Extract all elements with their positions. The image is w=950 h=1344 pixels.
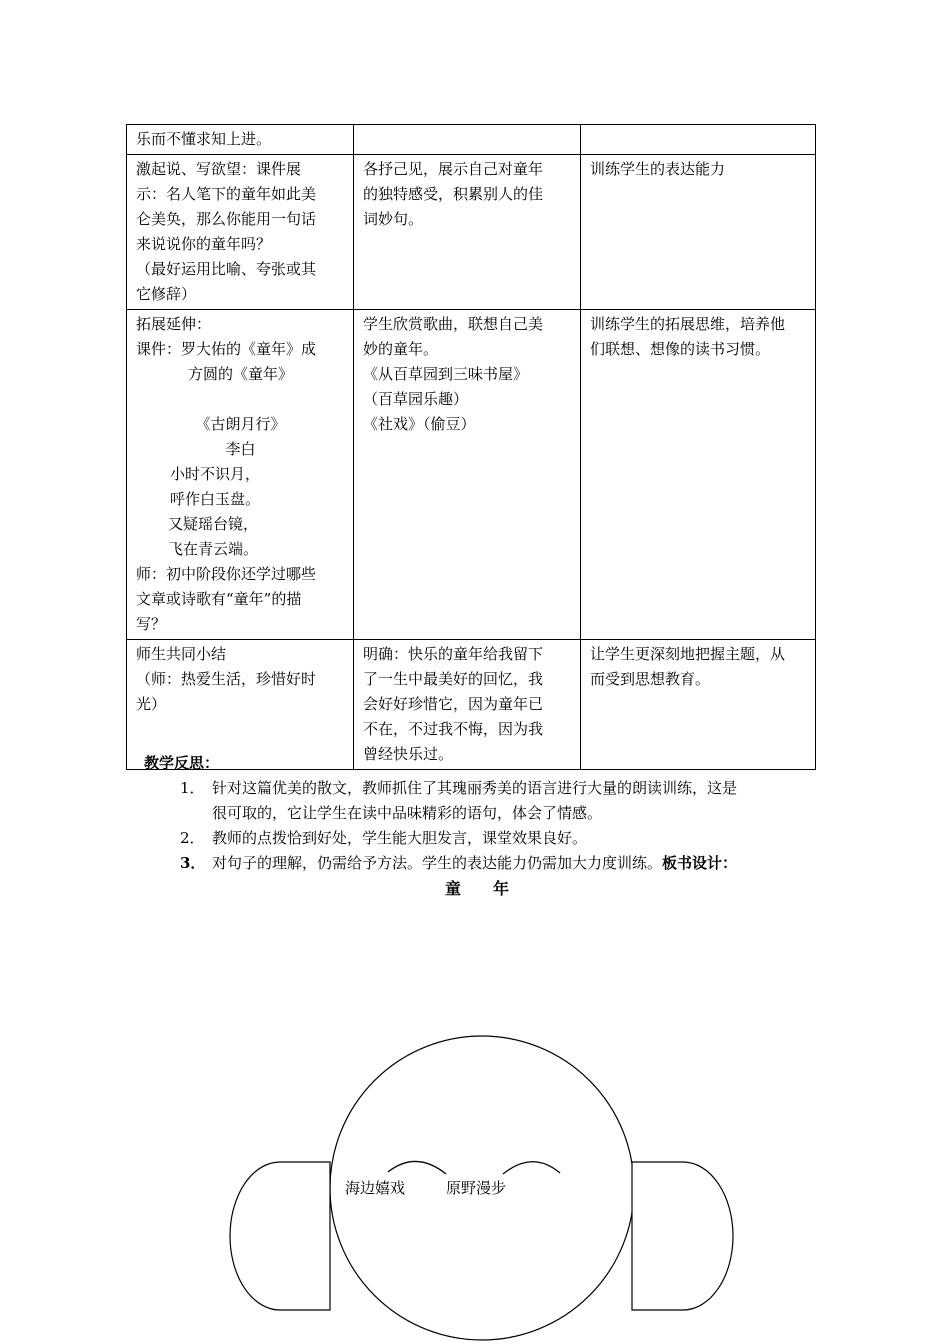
board-title: 童 年 bbox=[445, 879, 510, 898]
cell-line: （百草园乐趣） bbox=[363, 390, 469, 408]
item-text: 对句子的理解，仍需给予方法。学生的表达能力仍需加大力度训练。 bbox=[212, 854, 663, 872]
poem-title: 《古朗月行》 bbox=[195, 415, 286, 433]
cell-line: 们联想、想像的读书习惯。 bbox=[590, 340, 771, 358]
item-text: 教师的点拨恰到好处，学生能大胆发言，课堂效果良好。 bbox=[212, 829, 588, 847]
cell-line: 来说说你的童年吗？ bbox=[136, 235, 272, 253]
poem-line: 呼作白玉盘。 bbox=[170, 490, 261, 508]
board-label-right: 原野漫步 bbox=[446, 1179, 507, 1197]
cell-line: 乐而不懂求知上进。 bbox=[136, 130, 272, 148]
cell-line: 训练学生的表达能力 bbox=[590, 160, 726, 178]
cell-line: 方圆的《童年》 bbox=[187, 365, 293, 383]
poem-line: 又疑瑶台镜， bbox=[168, 515, 259, 533]
cell-line: 它修辞） bbox=[136, 285, 197, 303]
cell-line: 妙的童年。 bbox=[363, 340, 439, 358]
left-ear bbox=[230, 1162, 330, 1310]
item-text: 很可取的，它让学生在读中品味精彩的语句，体会了情感。 bbox=[212, 804, 603, 822]
cell-line: 曾经快乐过。 bbox=[363, 745, 454, 763]
poem-line: 飞在青云端。 bbox=[168, 540, 259, 558]
cell-line: （师：热爱生活，珍惜好时 bbox=[136, 670, 317, 688]
cell-line: 训练学生的拓展思维，培养他 bbox=[590, 315, 786, 333]
cell-line: 示：名人笔下的童年如此美 bbox=[136, 185, 317, 203]
cell-line: 文章或诗歌有“童年”的描 bbox=[136, 590, 302, 608]
cell-line: 《从百草园到三味书屋》 bbox=[363, 365, 529, 383]
reflection-heading: 教学反思： bbox=[144, 754, 220, 772]
right-ear bbox=[632, 1162, 733, 1310]
left-eyebrow bbox=[388, 1161, 446, 1174]
board-label-left: 海边嬉戏 bbox=[345, 1179, 406, 1197]
item-number: 1． bbox=[180, 779, 205, 797]
cell-line: 的独特感受，积累别人的佳 bbox=[363, 185, 544, 203]
cell-line: 明确：快乐的童年给我留下 bbox=[363, 645, 544, 663]
cell-line: 仑美奂，那么你能用一句话 bbox=[136, 210, 317, 228]
cell-line: 光） bbox=[136, 695, 167, 713]
cell-line: 让学生更深刻地把握主题，从 bbox=[590, 645, 786, 663]
cell-line: 会好好珍惜它，因为童年已 bbox=[363, 695, 544, 713]
cell-line: 激起说、写欲望：课件展 bbox=[136, 160, 302, 178]
item-number: 3． bbox=[180, 854, 206, 872]
cell-line: 师生共同小结 bbox=[136, 645, 227, 663]
cell-line: 而受到思想教育。 bbox=[590, 670, 711, 688]
item-number: 2． bbox=[180, 829, 205, 847]
cell-line: 各抒己见，展示自己对童年 bbox=[363, 160, 544, 178]
cell-line: （最好运用比喻、夸张或其 bbox=[136, 260, 317, 278]
right-eyebrow bbox=[503, 1162, 560, 1174]
cell-line: 课件：罗大佑的《童年》成 bbox=[136, 340, 317, 358]
cell-line: 不在，不过我不悔，因为我 bbox=[363, 720, 544, 738]
cell-line: 词妙句。 bbox=[363, 210, 424, 228]
cell-line: 了一生中最美好的回忆，我 bbox=[363, 670, 544, 688]
cell-line: 《社戏》（偷豆） bbox=[363, 415, 476, 433]
cell-line: 师：初中阶段你还学过哪些 bbox=[136, 565, 317, 583]
cell-line: 拓展延伸： bbox=[136, 315, 212, 333]
poem-author: 李白 bbox=[225, 440, 256, 458]
cell-line: 学生欣赏歌曲，联想自己美 bbox=[363, 315, 544, 333]
board-design-label: 板书设计： bbox=[662, 854, 738, 872]
poem-line: 小时不识月， bbox=[170, 465, 261, 483]
item-text: 针对这篇优美的散文，教师抓住了其瑰丽秀美的语言进行大量的朗读训练，这是 bbox=[212, 779, 738, 797]
cell-line: 写？ bbox=[136, 615, 167, 633]
